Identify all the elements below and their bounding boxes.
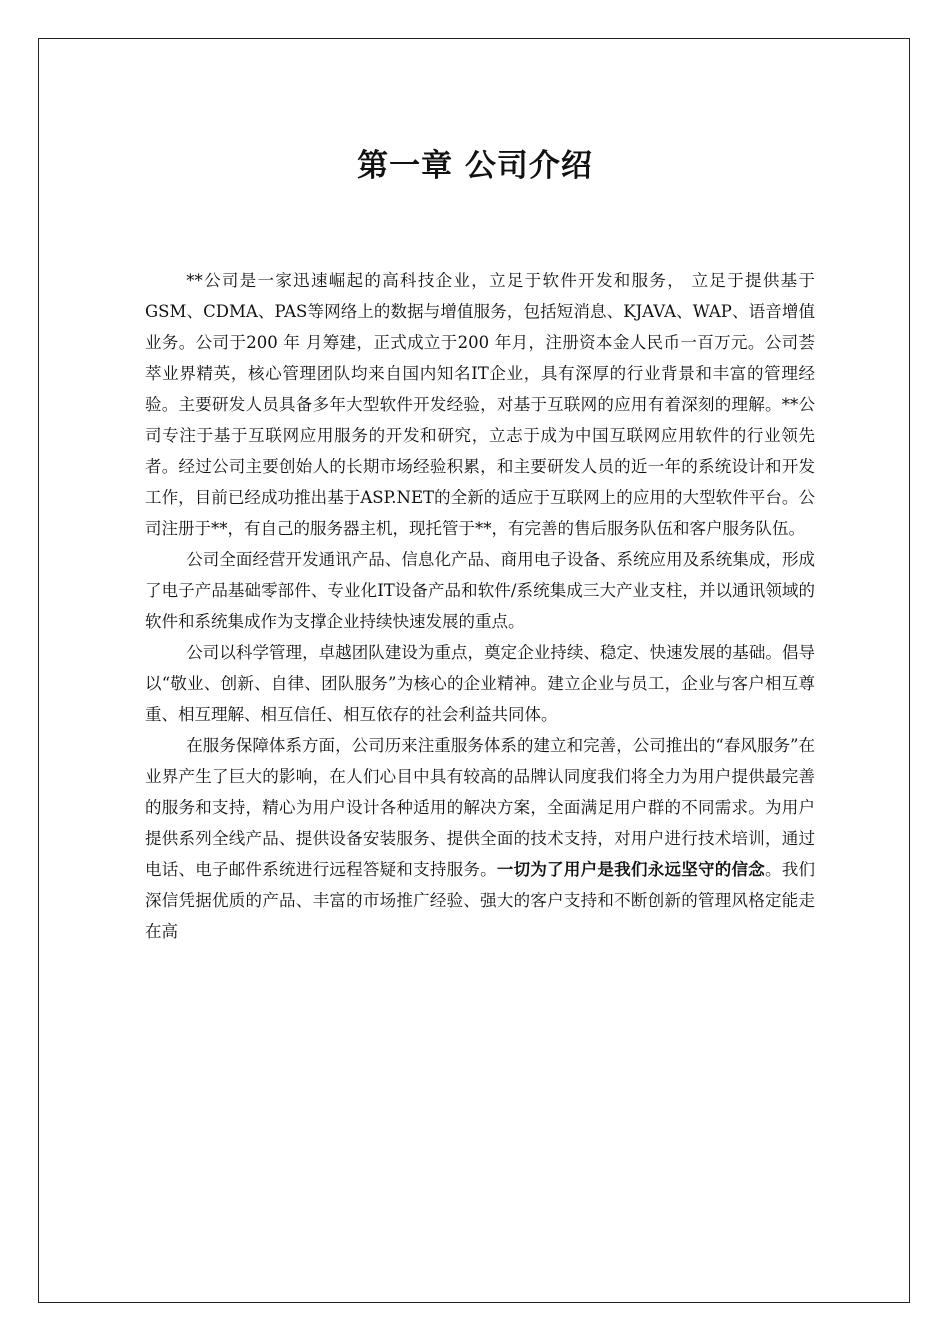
paragraph-service-system [145, 730, 815, 947]
service-motto: 一切为了用户是我们永远坚守的信念 [496, 860, 765, 879]
service-text-after: 。我们深信凭据优质的产品、丰富的市场推广经验、强大的客户支持和不断创新的管理风格定能走在高 [145, 860, 816, 941]
paragraph-management-culture: 公司以科学管理，卓越团队建设为重点，奠定企业持续、稳定、快速发展的基础。倡导以“敬业、创新、自律、团队服务”为核心的企业精神。建立企业与员工，企业与客户相互尊重、相互理解、相互信任、相互依存的社会利益共同体。 [145, 643, 815, 724]
paragraph-business-scope: 公司全面经营开发通讯产品、信息化产品、商用电子设备、系统应用及系统集成，形成了电子产品基础零部件、专业化IT设备产品和软件/系统集成三大产业支柱，并以通讯领域的软件和系统集成作为支撑企业持续快速发展的重点。 [145, 550, 815, 631]
chapter-title: 第一章 公司介绍 [357, 148, 593, 184]
paragraph-company-overview: **公司是一家迅速崛起的高科技企业，立足于软件开发和服务， 立足于提供基于GSM、CDMA、PAS等网络上的数据与增值服务，包括短消息、KJAVA、WAP、语音增值业务。公司于200 年 月筹建，正式成立于200 年月，注册资本金人民币一百万元。公司荟萃业界精英，核心管理团队均来自国内知名IT企业，具有深厚的行业背景和丰富的管理经验。主要研发人员具备多年大型软件开发经验，对基于互联网的应用有着深刻的理解。**公司专注于基于互联网应用服务的开发和研究，立志于成为中国互联网应用软件的行业领先者。经过公司主要创始人的长期市场经验积累，和主要研发人员的近一年的系统设计和开发工作，目前已经成功推出基于ASP.NET的全新的适应于互联网上的应用的大型软件平台。公司注册于**，有自己的服务器主机，现托管于**，有完善的售后服务队伍和客户服务队伍。 [145, 271, 815, 538]
body-text [145, 265, 815, 947]
service-text-before: 在服务保障体系方面，公司历来注重服务体系的建立和完善，公司推出的“春风服务”在业界产生了巨大的影响，在人们心目中具有较高的品牌认同度我们将全力为用户提供最完善的服务和支持，精心为用户设计各种适用的解决方案，全面满足用户群的不同需求。为用户提供系列全线产品、提供设备安装服务、提供全面的技术支持，对用户进行技术培训，通过电话、电子邮件系统进行远程答疑和支持服务。 [145, 736, 815, 879]
